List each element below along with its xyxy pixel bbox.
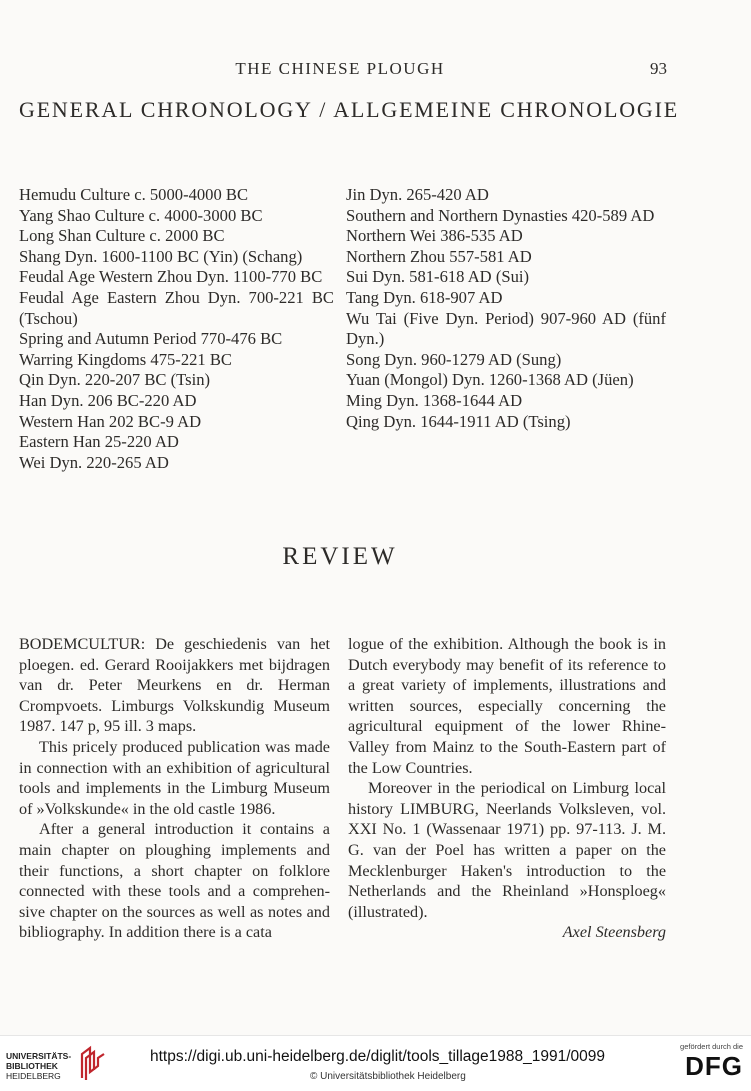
library-footer	[0, 1035, 751, 1091]
chronology-entry: Southern and Northern Dynasties 420-589 AD	[346, 205, 655, 225]
chronology-entry: Yuan (Mongol) Dyn. 1260-1368 AD (Jüen)	[346, 370, 634, 390]
page-number: 93	[650, 59, 667, 78]
funded-by-text: gefördert durch die	[680, 1042, 743, 1051]
chronology-entry: Shang Dyn. 1600-1100 BC (Yin) (Schang)	[19, 246, 303, 266]
chronology-heading: GENERAL CHRONOLOGY / ALLGEMEINE CHRONOLOGIE	[19, 97, 679, 122]
chronology-entry: Qin Dyn. 220-207 BC (Tsin)	[19, 370, 211, 390]
chronology-entry: Song Dyn. 960-1279 AD (Sung)	[346, 349, 562, 369]
review-signature: Axel Steensberg	[562, 923, 666, 942]
chronology-entry: Han Dyn. 206 BC-220 AD	[19, 390, 197, 410]
chronology-entry: Wei Dyn. 220-265 AD	[19, 452, 169, 472]
university-library-logo[interactable]	[6, 1044, 106, 1084]
chronology-entry: Feudal Age Eastern Zhou Dyn. 700-221 BC (Tschou)	[19, 287, 334, 328]
chronology-entry: Qing Dyn. 1644-1911 AD (Tsing)	[346, 411, 571, 431]
heidelberg-lion-icon	[76, 1044, 106, 1082]
chronology-entry: Long Shan Culture c. 2000 BC	[19, 226, 225, 246]
review-left-column	[19, 634, 330, 943]
review-paragraph-2-continued: logue of the exhibition. Although the book is in Dutch everybody may benefit of its reference to a great variety of implements, illustrations and written sources, especially concerning the agricultural equipment of the lower Rhine-Valley from Mainz to the South-Eastern part of the Low Countries.	[348, 635, 666, 777]
chronology-entry: Eastern Han 25-220 AD	[19, 432, 179, 452]
uni-line-2: BIBLIOTHEK	[6, 1061, 58, 1071]
review-right-column	[348, 634, 666, 943]
review-paragraph-2: After a general introduction it contains a main chapter on ploughing implements and their functions, a short chapter on folklore connected with these tools and a comprehensive chapter on the sources as well as notes and bibliography. In addition there is a cata	[19, 820, 330, 942]
chronology-entry: Feudal Age Western Zhou Dyn. 1100-770 BC	[19, 267, 323, 287]
review-citation: BODEMCULTUR: De geschiedenis van het ploegen. ed. Gerard Rooijakkers met bijdragen van dr. Peter Meurkens en dr. Herman Crompvoets. Limburgs Volkskundig Museum 1987. 147 p, 95 ill. 3 maps.	[19, 635, 330, 736]
chronology-entry: Wu Tai (Five Dyn. Period) 907-960 AD (fünf Dyn.)	[346, 308, 666, 349]
permalink-url[interactable]: https://digi.ub.uni-heidelberg.de/diglit/tools_tillage1988_1991/0099	[150, 1048, 606, 1065]
chronology-entry: Yang Shao Culture c. 4000-3000 BC	[19, 205, 263, 225]
chronology-entry: Sui Dyn. 581-618 AD (Sui)	[346, 267, 530, 287]
dfg-wordmark: DFG	[685, 1051, 743, 1081]
uni-line-3: HEIDELBERG	[6, 1071, 61, 1081]
chronology-entry: Northern Zhou 557-581 AD	[346, 246, 532, 266]
chronology-entry: Northern Wei 386-535 AD	[346, 226, 523, 246]
review-paragraph-1: This pricely produced publication was made in connection with an exhibition of agricultural tools and implements in the Limburg Museum of »Volkskunde« in the old castle 1986.	[19, 737, 330, 818]
uni-line-1: UNIVERSITÄTS-	[6, 1051, 72, 1061]
chronology-entry: Hemudu Culture c. 5000-4000 BC	[19, 185, 249, 204]
chronology-entry: Warring Kingdoms 475-221 BC	[19, 349, 232, 369]
university-library-text	[6, 1051, 71, 1081]
chronology-entry: Western Han 202 BC-9 AD	[19, 411, 202, 431]
chronology-left-column	[19, 185, 334, 473]
chronology-right-column	[346, 185, 666, 432]
dfg-logo[interactable]	[663, 1042, 743, 1086]
running-title: THE CHINESE PLOUGH	[235, 59, 445, 78]
chronology-entry: Tang Dyn. 618-907 AD	[346, 287, 503, 307]
chronology-entry: Jin Dyn. 265-420 AD	[346, 185, 489, 204]
review-heading: REVIEW	[282, 543, 398, 570]
chronology-entry: Ming Dyn. 1368-1644 AD	[346, 390, 523, 410]
copyright-notice: © Universitätsbibliothek Heidelberg	[310, 1071, 466, 1082]
review-paragraph-3: Moreover in the periodical on Limburg local history LIMBURG, Neerlands Volksleven, vol. XXI No. 1 (Wassenaar 1971) pp. 97-113. J. M. G. van der Poel has written a paper on the Mecklenburger Haken's introduction to the Netherlands and the Rheinland »Honsploeg« (illustrated).	[348, 779, 666, 921]
chronology-entry: Spring and Autumn Period 770-476 BC	[19, 329, 283, 349]
